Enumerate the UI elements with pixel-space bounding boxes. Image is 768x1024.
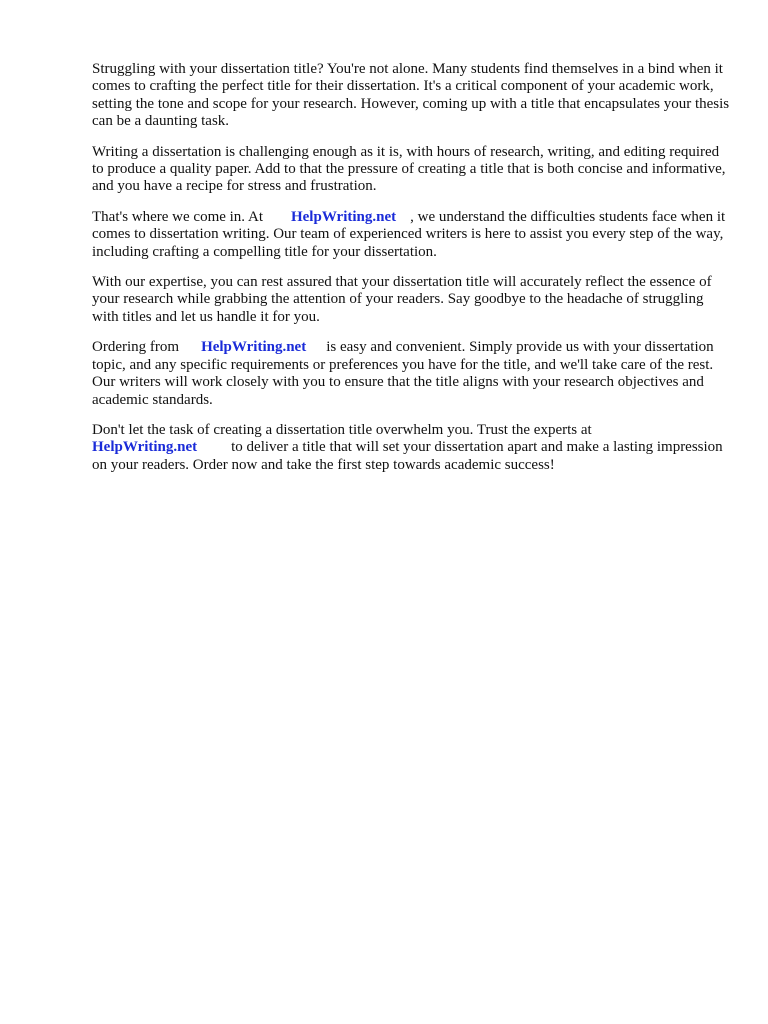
paragraph-ordering-lead: Ordering from bbox=[92, 339, 180, 356]
document-body bbox=[92, 61, 732, 487]
helpwriting-link[interactable]: HelpWriting.net bbox=[290, 208, 397, 225]
paragraph-service-text: , we understand the difficulties students face when it comes to dissertation writing. Our team of experienced writers is here to assist you every step of the way, including crafting a compelling title for your dissertation. bbox=[92, 208, 726, 260]
paragraph-challenge-text: Writing a dissertation is challenging enough as it is, with hours of research, writing, and editing required to produce a quality paper. Add to that the pressure of creating a title that is both concise and informative, and you have a recipe for stress and frustration. bbox=[92, 143, 726, 195]
helpwriting-link[interactable]: HelpWriting.net bbox=[92, 439, 198, 456]
paragraph-ordering bbox=[92, 339, 732, 409]
paragraph-service bbox=[92, 209, 732, 261]
paragraph-expertise bbox=[92, 274, 732, 326]
paragraph-expertise-text: With our expertise, you can rest assured that your dissertation title will accurately reflect the essence of your research while grabbing the attention of your readers. Say goodbye to the headache of struggling with titles and let us handle it for you. bbox=[92, 274, 712, 325]
paragraph-closing-text: to deliver a title that will set your dissertation apart and make a lasting impression on your readers. Order now and take the first step towards academic success! bbox=[92, 439, 723, 473]
paragraph-service-lead: That's where we come in. At bbox=[92, 208, 263, 225]
paragraph-intro-text: Struggling with your dissertation title? You're not alone. Many students find themselves in a bind when it comes to crafting the perfect title for their dissertation. It's a critical component of your academic work, setting the tone and scope for your research. However, coming up with a title that encapsulates your thesis can be a daunting task. bbox=[92, 61, 730, 130]
paragraph-intro bbox=[92, 61, 732, 131]
paragraph-closing-lead: Don't let the task of creating a dissertation title overwhelm you. Trust the experts at bbox=[92, 421, 592, 438]
paragraph-closing bbox=[92, 422, 732, 474]
paragraph-challenge bbox=[92, 144, 732, 196]
paragraph-ordering-text: is easy and convenient. Simply provide us with your dissertation topic, and any specific requirements or preferences you have for the title, and we'll take care of the rest. Our writers will work closely with you to ensure that the title aligns with your research objectives and academic standards. bbox=[92, 339, 714, 408]
helpwriting-link[interactable]: HelpWriting.net bbox=[201, 339, 307, 356]
